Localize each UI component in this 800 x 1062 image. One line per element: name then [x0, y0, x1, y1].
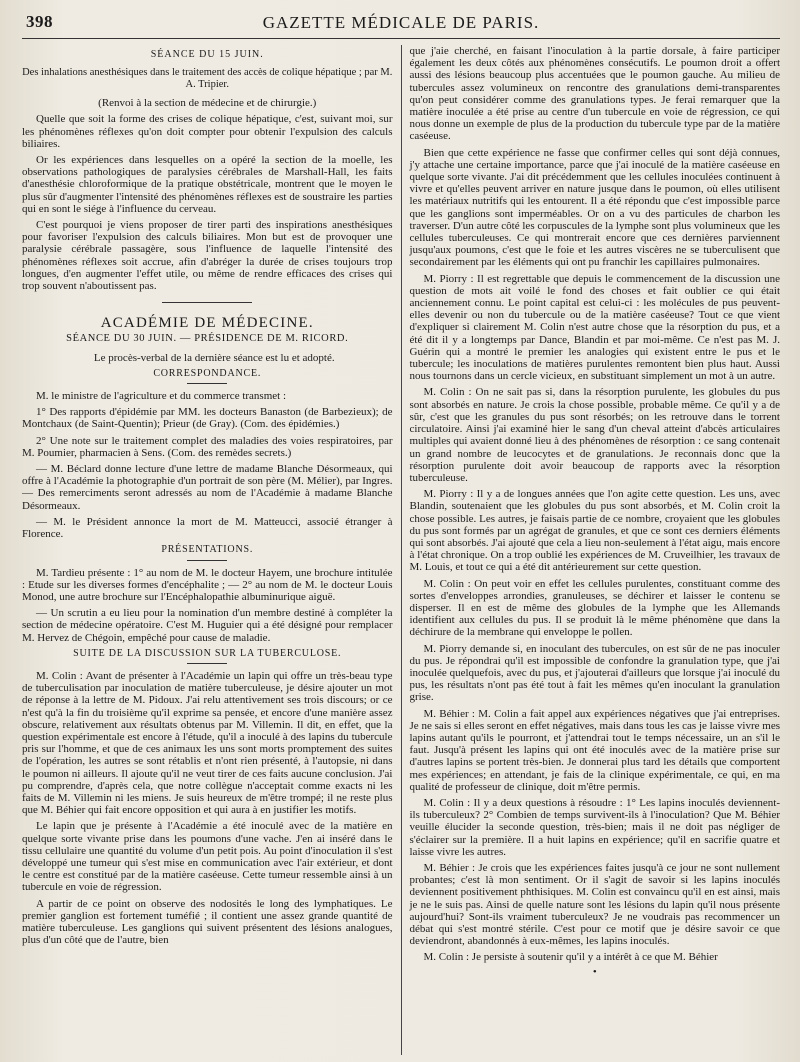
right-column [401, 45, 781, 1055]
page-header [22, 12, 780, 39]
presentations-paragraph: — Un scrutin a eu lieu pour la nomination d'un membre destiné à compléter la section de médecine opératoire. C'est M. Huguier qui a été désigné pour remplacer M. Hervez de Chégoin, empêché pour cause de maladie. [22, 607, 393, 644]
discussion-paragraph: A partir de ce point on observe des nodosités le long des lymphatiques. Le premier ganglion est fortement tuméfié ; il contient une assez grande quantité de matière tuberculeuse. Les ganglions qui suivent présentent des lésions analogues, plus d'un côté que de l'autre, bien [22, 897, 393, 947]
section-divider [162, 302, 252, 303]
bottom-mark: • [592, 965, 597, 978]
correspondance-paragraph: 1° Des rapports d'épidémie par MM. les docteurs Banaston (de Barbezieux); de Montchaux (de Saint-Quentin); Prieur (de Gray). (Com. des épidémies.) [22, 406, 393, 431]
correspondance-heading: CORRESPONDANCE. [153, 367, 262, 379]
discussion-paragraph: M. Béhier : Je crois que les expériences faites jusqu'à ce jour ne sont nullement probantes; c'est là mon sentiment. Or il s'agit de savoir si les lapins inoculés deviennent positivement phthisiques. M. Colin est convaincu qu'il en est ainsi, mais je ne le suis pas. Ainsi de quelle nature sont les lésions du lapin qu'il nous présente aujourd'hui? Sont-ils vraiment tuberculeux? Je ne voudrais pas recommencer un débat qui s'est montré stérile. C'est pour ce motif que je désire savoir ce que deviendront, abandonnés à eux-mêmes, les lapins inoculés. [409, 862, 780, 948]
seance-15-heading: SÉANCE DU 15 JUIN. [150, 49, 264, 60]
discussion-paragraph: M. Colin : Il y a deux questions à résoudre : 1° Les lapins inoculés deviennent-ils tuberculeux? 2° Combien de temps survivent-ils à l'inoculation? Que M. Béhier veuille élucider la seconde question, très-bien; mais il ne doit pas négliger de s'éclairer sur la première. Il a huit lapins en expérience; qu'il en sacrifie quatre et laisse vivre les autres. [409, 796, 780, 858]
discussion-paragraph: Bien que cette expérience ne fasse que confirmer celles qui sont déjà connues, j'y attache une certaine importance, parce que j'ai inoculé de la matière caséeuse en quelque sorte vivante. J'ai dit précédemment que les cellules inoculées continuent à vivre et qu'elles peuvent arriver en nature jusque dans le poumon, où elles utilisent les matériaux nutritifs qui les entourent. Il a été répondu que c'est impossible parce que les ganglions sont imperméables. Or on a vu des particules de charbon les traverser. D'un autre côté les corpuscules de la lymphe sont plus volumineux que les cellules tuberculeuses. Ce qui montrerait encore que ces dernières parviennent jusqu'aux poumons, c'est que le foie et les autres viscères ne se tuberculisent que secondairement par les éléments qui ont pu franchir les capillaires pulmonaires. [409, 146, 780, 269]
heading-rule [187, 663, 227, 664]
journal-title: GAZETTE MÉDICALE DE PARIS. [262, 13, 540, 32]
heading-rule [187, 560, 227, 561]
discussion-paragraph: M. Colin : Je persiste à soutenir qu'il y a intérêt à ce que M. Béhier [423, 951, 718, 964]
presentations-paragraph: M. Tardieu présente : 1° au nom de M. le docteur Hayem, une brochure intitulée : Etude sur les diverses formes d'encéphalite ; — 2° au nom de M. le docteur Louis Monod, une autre brochure sur l'Encéphalopathie albuminurique aiguë. [22, 566, 393, 603]
discussion-paragraph: Le lapin que je présente à l'Académie a été inoculé avec de la matière en quelque sorte vivante prise dans les poumons d'une vache. J'en ai inséré dans le tissu cellulaire une quantité du volume d'un petit pois. Au point d'inoculation il s'est développé une tumeur qui s'est mise en communication avec l'air extérieur, et dont le centre est constitué par de la matière caséeuse. Cette tumeur ressemble ainsi à un tubercule en voie de régression. [22, 820, 393, 894]
heading-rule [187, 383, 227, 384]
discussion-paragraph: M. Colin : On ne sait pas si, dans la résorption purulente, les globules du pus sont absorbés en nature. Je crois la chose possible, probable même. Ce qu'il y a de sûr, c'est que les granules du pus sont résorbés; on les retrouve dans le torrent circulatoire. Ainsi j'ai examiné hier le sang d'un cheval atteint d'abcès articulaires multiples qui avaient donné lieu à des phénomènes de résorption : ce sang contenait un grand nombre de leucocytes et de granulations. Je reconnais donc que la résorption purulente doit avoir beaucoup de rapports avec la résorption tuberculeuse. [409, 386, 780, 484]
left-column [22, 45, 401, 1055]
inhalations-article-title: Des inhalations anesthésiques dans le traitement des accès de colique hépatique ; par M. A. Tripier. [22, 67, 393, 91]
discussion-paragraph: M. Colin : Avant de présenter à l'Académie un lapin qui offre un très-beau type de tuberculisation par inoculation de matière tuberculeuse, je désire ajouter un mot de réponse à la lettre de M. Pidoux. J'ai relu attentivement ses trois discours; or ce n'est qu'à la fin du troisième qu'il exprime sa pensée, et encore d'une manière assez obscure, relativement aux résultats obtenus par M. Villemin. Il dit, en effet, que la question expérimentale est encore à l'étude, qu'il a inoculé à des lapins du tubercule pris sur l'homme, et que de ces animaux les uns sont morts promptement des suites de l'opération, les autres se sont rétablis et n'ont rien présenté, à l'autopsie, ni dans le poumon ni ailleurs. Il ajoute qu'il ne veut tirer de ces faits aucune conclusion. J'ai pu comprendre, d'après cela, que notre collègue n'acceptait comme exacts ni les faits de M. Villemin ni les miens. Je suis heureux de m'être trompé; il ne reste plus que M. Béhier qui fait encore opposition et qui aura à en justifier les motifs. [22, 669, 393, 817]
page-number: 398 [26, 12, 53, 31]
seance-30-heading: SÉANCE DU 30 JUIN. — PRÉSIDENCE DE M. RICORD. [66, 333, 349, 345]
academie-heading: ACADÉMIE DE MÉDECINE. [100, 315, 314, 332]
discussion-paragraph: M. Piorry demande si, en inoculant des tubercules, on est sûr de ne pas inoculer du pus. Je répondrai qu'il est impossible de confondre la granulation type, que j'ai inoculée quelquefois, avec du pus, et j'ajouterai d'ailleurs que lorsque j'ai inoculé du pus, les résultats n'ont pas été tout à fait les mêmes qu'en inoculant la granulation grise. [409, 642, 780, 704]
text-columns [22, 45, 780, 1055]
discussion-paragraph: que j'aie cherché, en faisant l'inoculation à la partie dorsale, à faire participer également les deux côtés aux phénomènes consécutifs. Le poumon droit a offert aussi des lésions beaucoup plus accentuées que le poumon gauche. Au milieu de tubercules assez volumineux on rencontre des granulations demi-transparentes qu'on peut considérer comme des granulations types. Je ferai remarquer que la matière inoculée a été prise au centre d'un tubercule en voie de régression, ce qui nous donne un exemple de plus de la production du tubercule type par de la matière caséeuse. [409, 45, 780, 143]
correspondance-paragraph: 2° Une note sur le traitement complet des maladies des voies respiratoires, par M. Poumier, pharmacien à Sens. (Com. des remèdes secrets.) [22, 434, 393, 459]
discussion-paragraph: M. Colin : On peut voir en effet les cellules purulentes, constituant comme des sortes d'enveloppes arrondies, granuleuses, se déchirer et laisser le contenu se disperser. Il en est de même des globules de la lymphe que les Allemands identifient aux cellules du pus. Il se produit là le même phénomène que dans la déchirure de la membrane qui enveloppe le pollen. [409, 577, 780, 639]
correspondance-paragraph: M. le ministre de l'agriculture et du commerce transmet : [36, 390, 287, 403]
correspondance-paragraph: — M. Béclard donne lecture d'une lettre de madame Blanche Désormeaux, qui offre à l'Académie la photographie d'un portrait de son père (M. Mélier), par Ingres. — Des remerciments seront adressés au nom de l'Académie à madame Blanche Désormeaux. [22, 463, 393, 512]
inhalations-paragraph: C'est pourquoi je viens proposer de tirer parti des inspirations anesthésiques pour favoriser l'expulsion des calculs biliaires. Mon but est de provoquer une paralysie cérébrale passagère, sous l'influence de laquelle l'intensité des phénomènes réflexes soit accrue, afin d'abréger la durée de crises toujours trop longues, d'en augmenter l'effet utile, ou même de rendre efficaces des crises qui trop souvent n'aboutissent pas. [22, 219, 393, 293]
correspondance-paragraph: — M. le Président annonce la mort de M. Matteucci, associé étranger à Florence. [22, 515, 393, 541]
proces-verbal: Le procès-verbal de la dernière séance est lu et adopté. [93, 351, 335, 364]
inhalations-note: (Renvoi à la section de médecine et de chirurgie.) [98, 97, 317, 110]
discussion-paragraph: M. Piorry : Il est regrettable que depuis le commencement de la discussion une question de mots ait voilé le fond des choses et fait oublier ce qui était anciennement connu. Le point capital est celui-ci : les molécules de pus peuvent-elles devenir ou non du tubercule ou de la matière caséeuse? Tout ce que vient d'expliquer si clairement M. Colin n'est autre chose que la résorption du pus, et a été dit il y a longtemps par Dance, Blandin et par moi-même. Ce n'est pas M. J. Guérin qui a montré le premier les analogies qui existent entre le pus et le tubercule; les inoculations de matières purulentes remontent bien plus haut. Aussi nous tournons dans un cercle vicieux, en substituant simplement un mot à un autre. [409, 272, 780, 383]
presentations-heading: PRÉSENTATIONS. [161, 544, 254, 556]
discussion-paragraph: M. Piorry : Il y a de longues années que l'on agite cette question. Les uns, avec Blandin, soutenaient que les globules du pus sont absorbés, et M. Colin croit la chose possible. Les autres, je faisais partie de ce nombre, croyaient que les globules du pus sont formés par un agrégat de granules, et que ce sont ces derniers éléments qui sont absorbés. J'ai ajouté que cela a lieu non-seulement à l'état aigu, mais encore à l'état chronique. On a trop oublié les expériences de M. Cruveilhier, les travaux de M. Louis, et tout ce qui a été dit antérieurement sur cette question. [409, 488, 780, 574]
discussion-paragraph: M. Béhier : M. Colin a fait appel aux expériences négatives que j'ai entreprises. Je ne sais si elles seront en effet négatives, mais dans tous les cas je laisse vivre mes lapins autant qu'ils le pourront, et j'attendrai tout le temps nécessaire, un an s'il le faut. Jusqu'à présent les lapins qui ont été inoculés avec de la matière prise sur d'autres lapins se portent très-bien. Je donnerai plus tard les détails que comportent mes expériences; en attendant, je fais de la clinique expérimentale, ce qui, en ma qualité de professeur de clinique, doit m'être permis. [409, 707, 780, 793]
inhalations-paragraph: Or les expériences dans lesquelles on a opéré la section de la moelle, les observations pathologiques de paralysies cérébrales de Marshall-Hall, les faits d'anesthésie chloroformique de la pratique obstétricale, montrent que le moyen le plus sûr d'augmenter l'intensité des phénomènes réflexes est de soustraire les parties qui en sont le siége à l'influence du cerveau. [22, 154, 393, 215]
suite-discussion-heading: SUITE DE LA DISCUSSION SUR LA TUBERCULOSE. [73, 647, 342, 659]
inhalations-paragraph: Quelle que soit la forme des crises de colique hépatique, c'est, suivant moi, sur les phénomènes réflexes qu'on doit compter pour obtenir l'expulsion des calculs biliaires. [22, 113, 393, 150]
